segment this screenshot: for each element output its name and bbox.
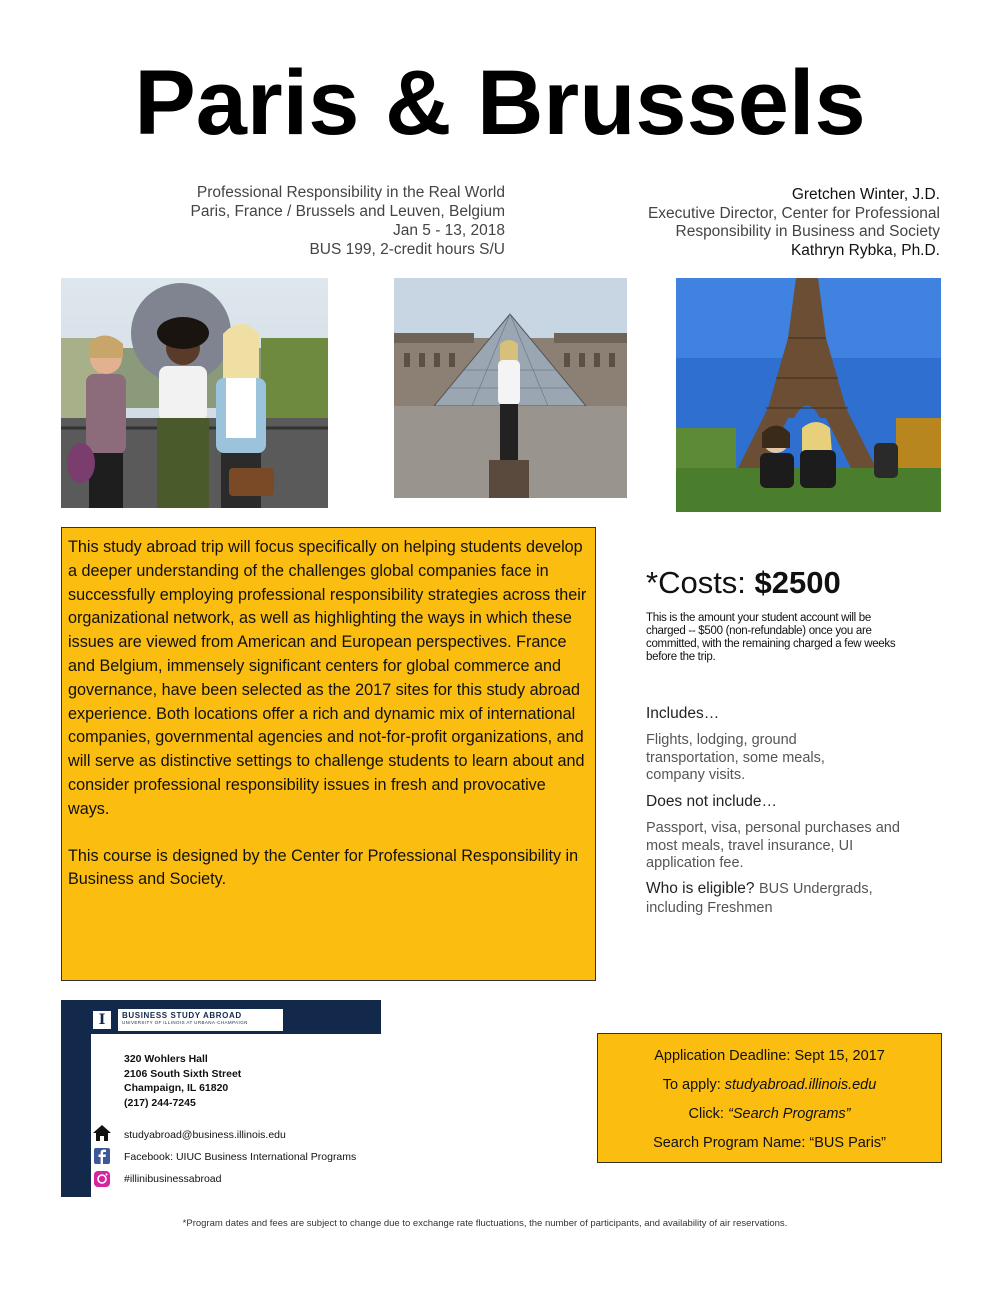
search-programs-label: “Search Programs” [728, 1106, 851, 1122]
course-location: Paris, France / Brussels and Leuven, Belgium [190, 203, 505, 220]
description-box [61, 527, 596, 981]
illinois-logo: I [91, 1009, 113, 1031]
logo-subtitle: UNIVERSITY OF ILLINOIS AT URBANA-CHAMPAIGN [122, 1020, 248, 1025]
application-deadline: Application Deadline: Sept 15, 2017 [654, 1048, 885, 1064]
faculty-role-1a: Executive Director, Center for Professional [647, 204, 940, 222]
search-program-name: Search Program Name: “BUS Paris” [653, 1135, 886, 1151]
click-line: Click: “Search Programs” [688, 1106, 851, 1122]
costs-amount: $2500 [754, 565, 841, 600]
course-dates: Jan 5 - 13, 2018 [392, 222, 505, 239]
apply-box [597, 1033, 942, 1163]
office-instagram[interactable]: #illinibusinessabroad [124, 1173, 222, 1185]
office-address [124, 1052, 241, 1110]
disclaimer: *Program dates and fees are subject to change due to exchange rate fluctuations, the number of participants, and availability of air reservations. [182, 1218, 788, 1229]
logo-title: BUSINESS STUDY ABROAD [122, 1011, 242, 1020]
course-title: Professional Responsibility in the Real World [196, 184, 505, 201]
home-icon [92, 1124, 112, 1142]
office-card-stripe [61, 1000, 91, 1197]
faculty-info [560, 186, 940, 260]
photo-eiffel-tower [676, 278, 941, 512]
eligible-text: BUS Undergrads, including Freshmen [646, 881, 873, 916]
to-apply-line: To apply: studyabroad.illinois.edu [662, 1077, 877, 1093]
address-line-1: 320 Wohlers Hall [124, 1053, 208, 1065]
excludes-heading: Does not include… [646, 793, 777, 810]
address-line-3: Champaign, IL 61820 [124, 1082, 229, 1094]
course-credits: BUS 199, 2-credit hours S/U [309, 241, 505, 258]
eligible-heading: Who is eligible? [646, 880, 755, 897]
faculty-name-2: Kathryn Rybka, Ph.D. [790, 241, 940, 259]
facebook-icon [92, 1147, 112, 1165]
apply-url-link[interactable]: studyabroad.illinois.edu [724, 1077, 877, 1093]
excludes-text: Passport, visa, personal purchases and most meals, travel insurance, UI application fee. [646, 820, 900, 871]
photo-louvre [394, 278, 627, 498]
faculty-name-1: Gretchen Winter, J.D. [791, 186, 940, 203]
address-line-2: 2106 South Sixth Street [124, 1067, 242, 1080]
costs-note: This is the amount your student account will be charged -- $500 (non-refundable) once you are committed, with the remaining charged a few weeks before the trip. [646, 612, 896, 663]
description-paragraph-1: This study abroad trip will focus specifically on helping students develop a deeper understanding of the challenges global companies face in successfully employing professional responsibility strategies across their organizational network, as well as highlighting the ways in which these issues are viewed from American and European perspectives. France and Belgium, immensely significant centers for global commerce and governance, have been selected as the 2017 sites for this study abroad experience. Both locations offer a rich and dynamic mix of international companies, governmental agencies and not-for-profit organizations, and will serve as distinctive settings to challenge students to learn about and consider professional responsibility issues in fresh and provocative ways. [68, 538, 587, 818]
costs-heading [646, 563, 841, 603]
photo-students-group [61, 278, 328, 508]
office-phone: (217) 244-7245 [124, 1096, 196, 1109]
includes-heading: Includes… [646, 705, 720, 722]
course-info [120, 183, 505, 259]
faculty-role-1b: Responsibility in Business and Society [675, 223, 940, 240]
business-study-abroad-logo [118, 1009, 283, 1031]
instagram-icon [92, 1170, 112, 1188]
page-title: Paris & Brussels [134, 52, 866, 154]
costs-label: *Costs: [646, 565, 755, 600]
includes-text: Flights, lodging, ground transportation, some meals, company visits. [646, 732, 825, 783]
office-facebook[interactable]: Facebook: UIUC Business International Programs [124, 1151, 357, 1163]
office-email[interactable]: studyabroad@business.illinois.edu [124, 1129, 286, 1141]
description-paragraph-2: This course is designed by the Center for Professional Responsibility in Business and Society. [68, 846, 579, 889]
eligible-block [646, 880, 916, 917]
